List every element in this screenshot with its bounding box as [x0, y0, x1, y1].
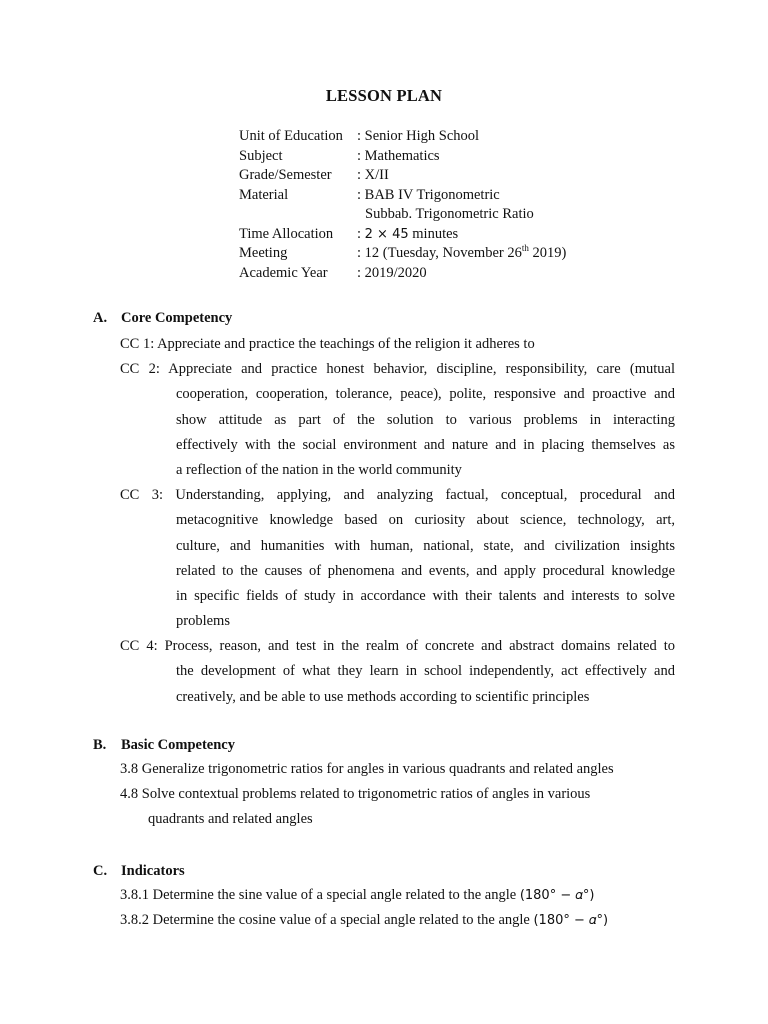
section-heading — [93, 734, 675, 756]
info-value — [357, 225, 458, 245]
value-prefix: : 12 (Tuesday, November 26 — [357, 245, 522, 261]
cc-line: creatively, and be able to use methods according to scientific principles — [176, 688, 590, 705]
section-basic-competency — [93, 734, 675, 833]
indicator-3-8-2 — [93, 908, 675, 933]
info-label: Academic Year — [239, 264, 328, 281]
info-label: Material — [239, 186, 289, 203]
cc-line: CC 2: Appreciate and practice honest behavior, discipline, responsibility, care (mutual — [120, 361, 675, 378]
cc-line: related to the causes of phenomena and events, and apply procedural knowledge — [176, 562, 675, 579]
page-title: LESSON PLAN — [325, 86, 443, 105]
basic-competency-3-8: 3.8 Generalize trigonometric ratios for angles in various quadrants and related angles — [120, 761, 614, 777]
angle-math: (180° − 𝛼°) — [519, 888, 595, 903]
cc-line: metacognitive knowledge based on curiosity about science, technology, art, — [176, 512, 675, 529]
cc-line: CC 1: Appreciate and practice the teachings of the religion it adheres to — [120, 336, 535, 352]
section-letter: A. — [93, 310, 108, 326]
indicator-3-8-1 — [93, 883, 675, 908]
core-competency-3 — [93, 483, 675, 634]
info-value: : BAB IV Trigonometric — [357, 186, 500, 203]
indicator-text: 3.8.1 Determine the sine value of a special angle related to the angle — [120, 887, 520, 903]
section-letter: C. — [93, 863, 108, 879]
info-label: Unit of Education — [239, 128, 343, 144]
section-heading — [93, 307, 675, 329]
cc-line: the development of what they learn in school independently, act effectively and — [176, 663, 675, 680]
section-title: Indicators — [121, 863, 185, 879]
info-label: Time Allocation — [239, 225, 334, 242]
info-label: Subject — [239, 147, 283, 164]
info-value: : 2019/2020 — [357, 264, 427, 281]
cc-line: CC 4: Process, reason, and test in the realm of concrete and abstract domains related to — [120, 638, 675, 655]
cc-line: CC 3: Understanding, applying, and analyzing factual, conceptual, procedural and — [120, 487, 675, 504]
time-math: 2 × 45 — [364, 226, 409, 242]
info-label: Meeting — [239, 245, 288, 261]
core-competency-4 — [93, 634, 675, 710]
core-competency-1 — [93, 332, 675, 357]
cc-line: a reflection of the nation in the world community — [176, 461, 462, 478]
cc-line: problems — [176, 613, 230, 630]
angle-math: (180° − 𝛼°) — [533, 913, 609, 929]
value-suffix: minutes — [408, 225, 459, 242]
cc-line: culture, and humanities with human, national, state, and civilization insights — [176, 537, 675, 554]
section-core-competency — [93, 307, 675, 710]
value-prefix: : — [357, 225, 365, 242]
section-title: Core Competency — [121, 310, 233, 326]
indicator-text: 3.8.2 Determine the cosine value of a special angle related to the angle — [120, 912, 534, 929]
cc-line: show attitude as part of the solution to various problems in interacting — [176, 411, 675, 428]
info-value: : X/II — [357, 167, 389, 183]
cc-line: effectively with the social environment and nature and in placing themselves as — [176, 436, 675, 453]
value-suffix: 2019) — [528, 245, 567, 261]
ordinal-sup: th — [521, 243, 529, 254]
info-label: Grade/Semester — [239, 167, 332, 183]
info-value — [357, 244, 566, 264]
info-value: Subbab. Trigonometric Ratio — [365, 206, 534, 222]
info-value: : Senior High School — [357, 128, 480, 144]
cc-line: in specific fields of study in accordance with their talents and interests to solve — [176, 587, 675, 604]
cc-line: cooperation, cooperation, tolerance, peace), polite, responsive and proactive and — [176, 386, 675, 403]
core-competency-2 — [93, 357, 675, 483]
basic-competency-4-8: 4.8 Solve contextual problems related to trigonometric ratios of angles in various — [120, 786, 591, 803]
section-heading — [93, 860, 675, 882]
section-indicators — [93, 860, 675, 933]
basic-competency-4-8-cont: quadrants and related angles — [148, 811, 313, 828]
info-value: : Mathematics — [357, 147, 440, 164]
section-letter: B. — [93, 737, 107, 753]
section-title: Basic Competency — [121, 737, 235, 753]
